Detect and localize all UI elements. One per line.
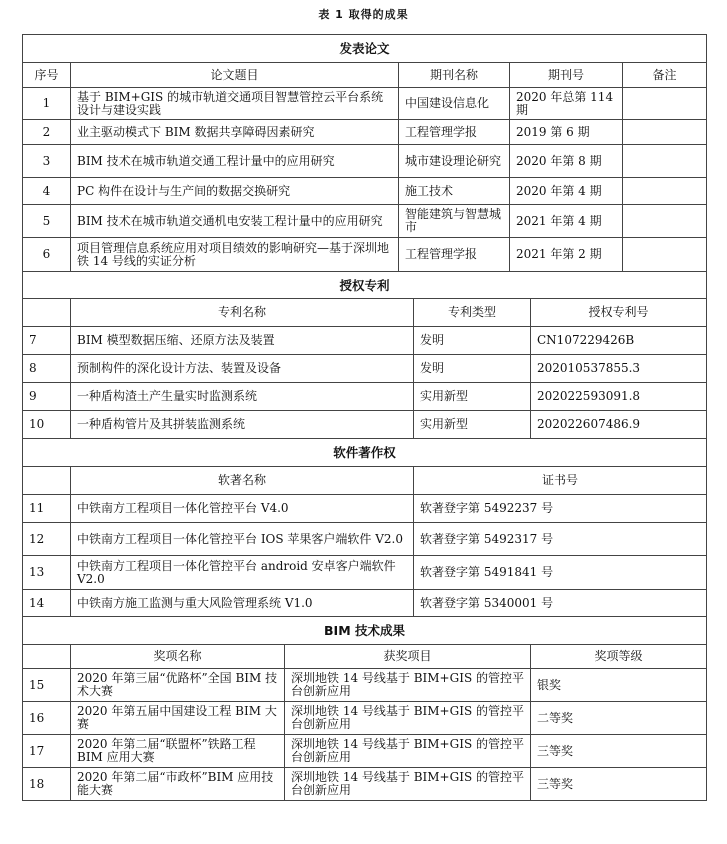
bim-title: BIM 技术成果 (23, 617, 707, 645)
journal-issue: 2020 年第 8 期 (510, 145, 623, 178)
papers-section-header (23, 35, 707, 63)
note (623, 145, 707, 178)
award-project: 深圳地铁 14 号线基于 BIM+GIS 的管控平台创新应用 (285, 735, 531, 768)
bim-section-header (23, 617, 707, 645)
patent-name: 一种盾构渣土产生量实时监测系统 (71, 383, 414, 411)
row-no: 4 (23, 178, 71, 205)
table-row (23, 327, 707, 355)
journal-name: 城市建设理论研究 (399, 145, 510, 178)
table-row (23, 88, 707, 120)
paper-title: PC 构件在设计与生产间的数据交换研究 (71, 178, 399, 205)
table-row (23, 178, 707, 205)
paper-title: BIM 技术在城市轨道交通机电安装工程计量中的应用研究 (71, 205, 399, 238)
patents-section-header (23, 272, 707, 299)
row-no: 3 (23, 145, 71, 178)
col-header-patent-name: 专利名称 (71, 299, 414, 327)
table-row (23, 495, 707, 523)
award-name: 2020 年第二届“联盟杯”铁路工程 BIM 应用大赛 (71, 735, 285, 768)
patent-type: 实用新型 (414, 411, 531, 439)
row-no: 16 (23, 702, 71, 735)
award-project: 深圳地铁 14 号线基于 BIM+GIS 的管控平台创新应用 (285, 702, 531, 735)
award-name: 2020 年第三届“优路杯”全国 BIM 技术大赛 (71, 669, 285, 702)
table-row (23, 238, 707, 272)
table-row (23, 768, 707, 801)
patent-number: CN107229426B (531, 327, 707, 355)
award-level: 二等奖 (531, 702, 707, 735)
row-no: 13 (23, 556, 71, 590)
patents-header-row (23, 299, 707, 327)
note (623, 205, 707, 238)
software-name: 中铁南方工程项目一体化管控平台 V4.0 (71, 495, 414, 523)
journal-name: 施工技术 (399, 178, 510, 205)
journal-name: 工程管理学报 (399, 238, 510, 272)
table-caption: 表 1 取得的成果 (318, 8, 409, 21)
patent-type: 实用新型 (414, 383, 531, 411)
table-row (23, 145, 707, 178)
cert-number: 软著登字第 5492317 号 (414, 523, 707, 556)
row-no: 15 (23, 669, 71, 702)
row-no: 17 (23, 735, 71, 768)
empty-cell (23, 299, 71, 327)
table-row (23, 523, 707, 556)
row-no: 14 (23, 590, 71, 617)
table-row (23, 120, 707, 145)
award-name: 2020 年第二届“市政杯”BIM 应用技能大赛 (71, 768, 285, 801)
row-no: 7 (23, 327, 71, 355)
row-no: 9 (23, 383, 71, 411)
table-row (23, 669, 707, 702)
empty-cell (23, 645, 71, 669)
note (623, 88, 707, 120)
journal-name: 中国建设信息化 (399, 88, 510, 120)
col-header-software-name: 软著名称 (71, 467, 414, 495)
col-header-award-level: 奖项等级 (531, 645, 707, 669)
col-header-patent-type: 专利类型 (414, 299, 531, 327)
software-name: 中铁南方工程项目一体化管控平台 android 安卓客户端软件 V2.0 (71, 556, 414, 590)
software-name: 中铁南方工程项目一体化管控平台 IOS 苹果客户端软件 V2.0 (71, 523, 414, 556)
patent-type: 发明 (414, 355, 531, 383)
col-header-award-project: 获奖项目 (285, 645, 531, 669)
patent-number: 202022593091.8 (531, 383, 707, 411)
cert-number: 软著登字第 5492237 号 (414, 495, 707, 523)
table-row (23, 355, 707, 383)
patent-name: 一种盾构管片及其拼装监测系统 (71, 411, 414, 439)
paper-title: 项目管理信息系统应用对项目绩效的影响研究—基于深圳地铁 14 号线的实证分析 (71, 238, 399, 272)
paper-title: 基于 BIM+GIS 的城市轨道交通项目智慧管控云平台系统设计与建设实践 (71, 88, 399, 120)
row-no: 1 (23, 88, 71, 120)
col-header-award-name: 奖项名称 (71, 645, 285, 669)
cert-number: 软著登字第 5491841 号 (414, 556, 707, 590)
software-title: 软件著作权 (23, 439, 707, 467)
row-no: 2 (23, 120, 71, 145)
table-row (23, 383, 707, 411)
col-header-title: 论文题目 (71, 63, 399, 88)
award-project: 深圳地铁 14 号线基于 BIM+GIS 的管控平台创新应用 (285, 768, 531, 801)
award-level: 三等奖 (531, 735, 707, 768)
note (623, 238, 707, 272)
journal-issue: 2020 年第 4 期 (510, 178, 623, 205)
col-header-issue: 期刊号 (510, 63, 623, 88)
patent-number: 202010537855.3 (531, 355, 707, 383)
row-no: 8 (23, 355, 71, 383)
patent-name: BIM 模型数据压缩、还原方法及装置 (71, 327, 414, 355)
patents-title: 授权专利 (23, 272, 707, 299)
table-row (23, 735, 707, 768)
table-row (23, 702, 707, 735)
software-section-header (23, 439, 707, 467)
row-no: 6 (23, 238, 71, 272)
col-header-patent-number: 授权专利号 (531, 299, 707, 327)
patent-number: 202022607486.9 (531, 411, 707, 439)
award-project: 深圳地铁 14 号线基于 BIM+GIS 的管控平台创新应用 (285, 669, 531, 702)
table-row (23, 205, 707, 238)
award-level: 三等奖 (531, 768, 707, 801)
row-no: 18 (23, 768, 71, 801)
award-name: 2020 年第五届中国建设工程 BIM 大赛 (71, 702, 285, 735)
row-no: 10 (23, 411, 71, 439)
col-header-journal: 期刊名称 (399, 63, 510, 88)
col-header-note: 备注 (623, 63, 707, 88)
patent-type: 发明 (414, 327, 531, 355)
col-header-no: 序号 (23, 63, 71, 88)
paper-title: 业主驱动模式下 BIM 数据共享障碍因素研究 (71, 120, 399, 145)
papers-title: 发表论文 (23, 35, 707, 63)
col-header-cert: 证书号 (414, 467, 707, 495)
cert-number: 软著登字第 5340001 号 (414, 590, 707, 617)
paper-title: BIM 技术在城市轨道交通工程计量中的应用研究 (71, 145, 399, 178)
journal-issue: 2021 年第 4 期 (510, 205, 623, 238)
results-table (22, 34, 706, 801)
journal-issue: 2019 第 6 期 (510, 120, 623, 145)
software-name: 中铁南方施工监测与重大风险管理系统 V1.0 (71, 590, 414, 617)
journal-issue: 2021 年第 2 期 (510, 238, 623, 272)
software-header-row (23, 467, 707, 495)
row-no: 12 (23, 523, 71, 556)
patent-name: 预制构件的深化设计方法、装置及设备 (71, 355, 414, 383)
empty-cell (23, 467, 71, 495)
note (623, 178, 707, 205)
journal-name: 智能建筑与智慧城市 (399, 205, 510, 238)
award-level: 银奖 (531, 669, 707, 702)
note (623, 120, 707, 145)
table-row (23, 590, 707, 617)
row-no: 11 (23, 495, 71, 523)
journal-issue: 2020 年总第 114 期 (510, 88, 623, 120)
papers-header-row (23, 63, 707, 88)
row-no: 5 (23, 205, 71, 238)
table-row (23, 411, 707, 439)
journal-name: 工程管理学报 (399, 120, 510, 145)
bim-header-row (23, 645, 707, 669)
table-row (23, 556, 707, 590)
